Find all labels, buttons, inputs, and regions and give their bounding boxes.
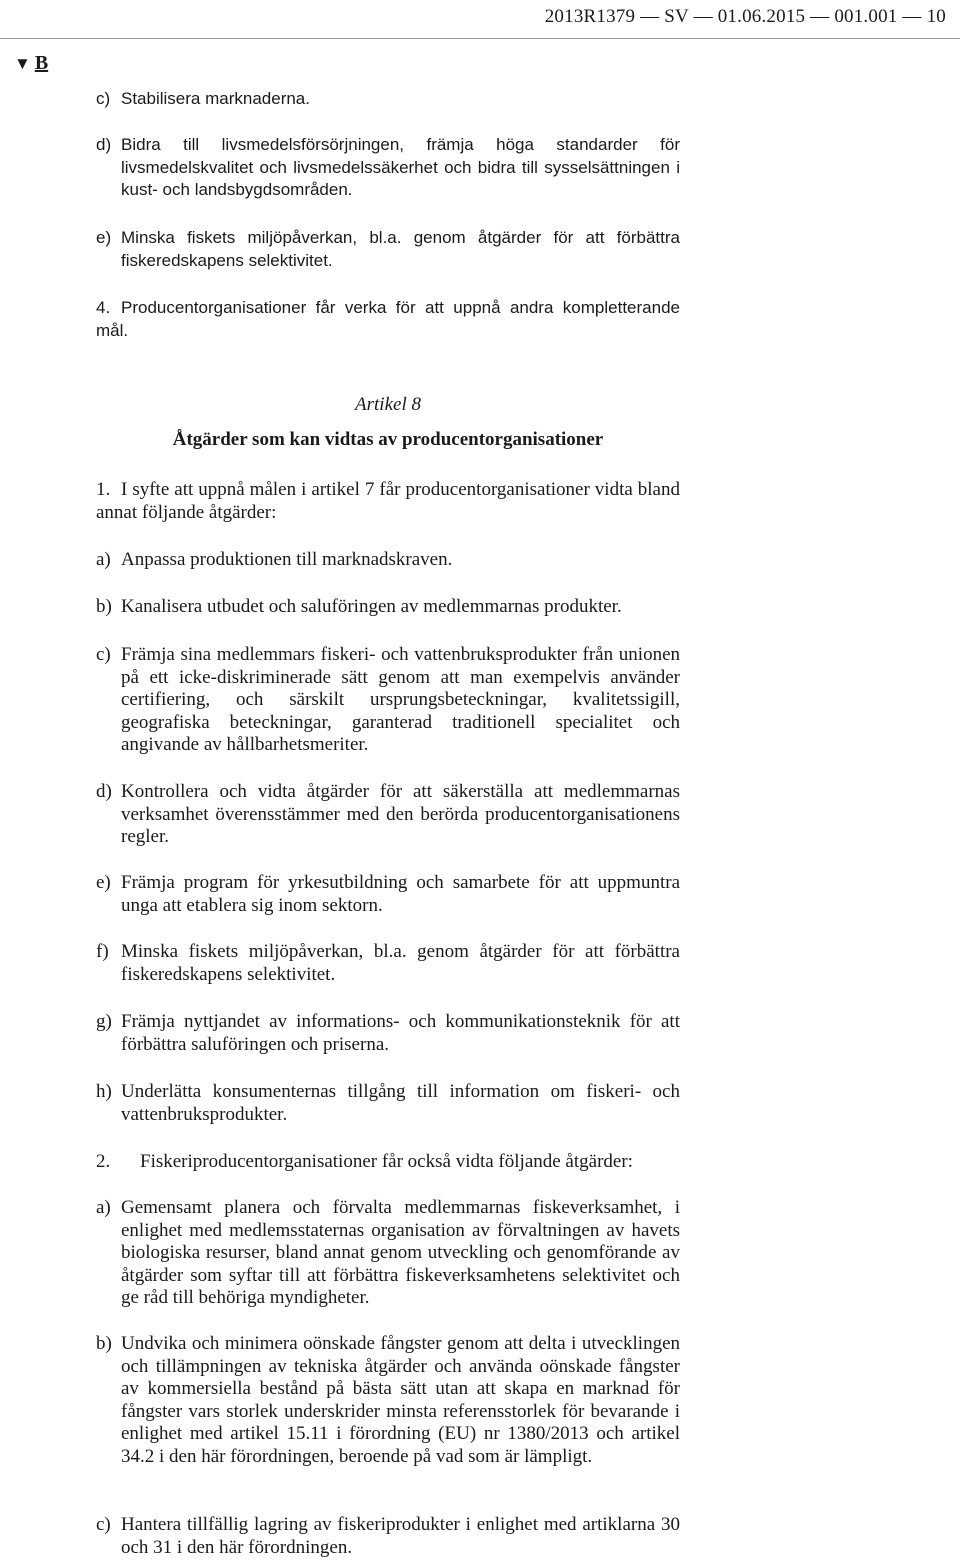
marker-letter: B bbox=[34, 52, 49, 74]
list-item bbox=[96, 549, 680, 572]
paragraph-4 bbox=[96, 297, 680, 342]
paragraph-1 bbox=[96, 479, 680, 524]
item-label: b) bbox=[96, 1333, 112, 1354]
item-text: Främja nyttjandet av informations- och kommunikationsteknik för att förbättra saluföringen och priserna. bbox=[121, 1011, 680, 1055]
item-label: c) bbox=[96, 89, 111, 108]
item-text: Gemensamt planera och förvalta medlemmarnas fiskeverksamhet, i enlighet med medlemsstaternas organisation av förvaltningen av havets biologiska resurser, bland annat genom utveckling och genomförande av åtgärder som syftar till att förbättra fiskeverksamhetens selektivitet och ge råd till behöriga myndigheter. bbox=[121, 1197, 680, 1309]
item-label: h) bbox=[96, 1081, 112, 1102]
list-item bbox=[96, 1011, 680, 1056]
article-title: Artikel 8 bbox=[355, 394, 421, 415]
list-item bbox=[96, 227, 680, 272]
paragraph-number: 1. bbox=[96, 479, 111, 500]
paragraph-text: Fiskeriproducentorganisationer får också vidta följande åtgärder: bbox=[140, 1151, 633, 1172]
item-text: Minska fiskets miljöpåverkan, bl.a. genom åtgärder för att förbättra fiskeredskapens selektivitet. bbox=[121, 228, 680, 270]
item-label: b) bbox=[96, 596, 112, 617]
item-text: Främja sina medlemmars fiskeri- och vattenbruksprodukter från unionen på ett icke-diskriminerade sätt genom att man exempelvis använder certifiering, och särskilt ursprungsbeteckningar, kvalitetssigill, geografiska beteckningar, garanterad traditionell specialitet och angivande av hållbarhetsmeriter. bbox=[121, 644, 680, 756]
item-label: d) bbox=[96, 781, 112, 802]
item-label: c) bbox=[96, 1514, 111, 1535]
list-item bbox=[96, 596, 680, 619]
paragraph-number: 4. bbox=[96, 298, 111, 317]
paragraph-2 bbox=[96, 1151, 680, 1174]
page-header bbox=[0, 0, 960, 39]
item-label: g) bbox=[96, 1011, 112, 1032]
item-text: Stabilisera marknaderna. bbox=[121, 89, 310, 108]
item-text: Underlätta konsumenternas tillgång till information om fiskeri- och vattenbruksprodukter. bbox=[121, 1081, 680, 1125]
list-item bbox=[96, 1081, 680, 1126]
list-item bbox=[96, 1197, 680, 1310]
document-reference: 2013R1379 — SV — 01.06.2015 — 001.001 — 10 bbox=[544, 6, 946, 27]
list-item bbox=[96, 872, 680, 917]
item-label: f) bbox=[96, 941, 109, 962]
item-label: d) bbox=[96, 135, 112, 154]
item-label: a) bbox=[96, 1197, 111, 1218]
list-item bbox=[96, 941, 680, 986]
list-item bbox=[96, 134, 680, 202]
item-text: Undvika och minimera oönskade fångster genom att delta i utvecklingen och tillämpningen av tekniska åtgärder och använda oönskade fångster av kommersiella bestånd på bästa sätt utan att skapa en marknad för fångster vars storlek underskrider minsta referensstorlek för bevarande i enlighet med artikel 15.11 i förordning (EU) nr 1380/2013 och artikel 34.2 i den här förordningen, beroende på vad som är lämpligt. bbox=[121, 1333, 680, 1467]
item-text: Främja program för yrkesutbildning och samarbete för att uppmuntra unga att etablera sig inom sektorn. bbox=[121, 872, 680, 916]
item-label: c) bbox=[96, 644, 111, 665]
triangle-down-icon: ▼ bbox=[14, 54, 31, 73]
item-label: a) bbox=[96, 549, 111, 570]
list-item bbox=[96, 1333, 680, 1469]
amendment-marker bbox=[14, 52, 48, 75]
list-item bbox=[96, 644, 680, 757]
item-text: Kanalisera utbudet och saluföringen av medlemmarnas produkter. bbox=[121, 596, 622, 617]
list-item bbox=[96, 88, 680, 111]
item-text: Minska fiskets miljöpåverkan, bl.a. genom åtgärder för att förbättra fiskeredskapens selektivitet. bbox=[121, 941, 680, 985]
paragraph-number: 2. bbox=[96, 1151, 111, 1172]
paragraph-text: I syfte att uppnå målen i artikel 7 får producentorganisationer vidta bland annat följande åtgärder: bbox=[96, 479, 680, 523]
article-subtitle: Åtgärder som kan vidtas av producentorganisationer bbox=[172, 429, 604, 450]
item-label: e) bbox=[96, 872, 111, 893]
item-text: Bidra till livsmedelsförsörjningen, främja höga standarder för livsmedelskvalitet och livsmedelssäkerhet och bidra till sysselsättningen i kust- och landsbygdsområden. bbox=[121, 135, 680, 200]
paragraph-text: Producentorganisationer får verka för att uppnå andra kompletterande mål. bbox=[96, 298, 680, 340]
list-item bbox=[96, 1514, 680, 1559]
item-text: Hantera tillfällig lagring av fiskeriprodukter i enlighet med artiklarna 30 och 31 i den här förordningen. bbox=[121, 1514, 680, 1558]
item-label: e) bbox=[96, 228, 112, 247]
item-text: Kontrollera och vidta åtgärder för att säkerställa att medlemmarnas verksamhet överensstämmer med den berörda producentorganisationens regler. bbox=[121, 781, 680, 848]
item-text: Anpassa produktionen till marknadskraven. bbox=[121, 549, 453, 570]
list-item bbox=[96, 781, 680, 849]
